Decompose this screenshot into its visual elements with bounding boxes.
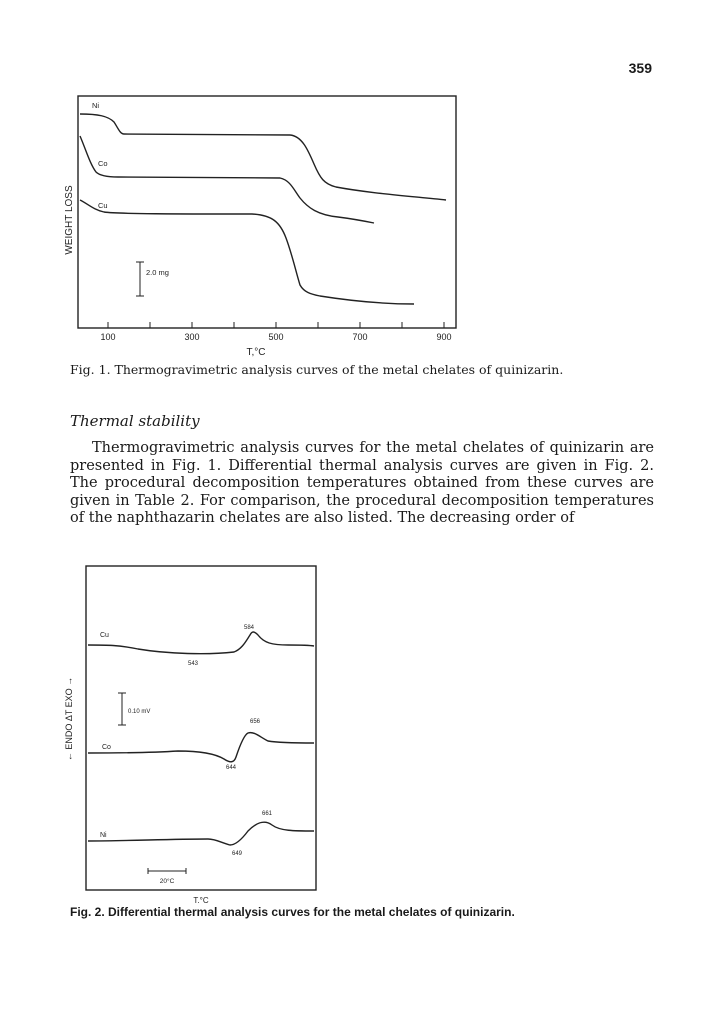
temperature-scale-label: 20°C [159, 878, 175, 885]
plot-frame [86, 566, 316, 890]
voltage-scale-bar [118, 693, 126, 725]
x-tick-label: 500 [268, 332, 284, 342]
peak-label-cu-endo: 543 [188, 661, 199, 667]
page-number: 359 [628, 60, 652, 76]
x-tick-label: 700 [352, 332, 368, 342]
series-label-co: Co [98, 159, 108, 168]
dta-figure [58, 563, 338, 903]
peak-label-co-exo: 656 [250, 719, 261, 725]
peak-label-co-endo: 644 [226, 765, 237, 771]
temperature-scale-bar [148, 868, 186, 874]
dta-curve-cu [88, 632, 314, 654]
figure-2-caption: Fig. 2. Differential thermal analysis curves for the metal chelates of quinizarin. [70, 905, 515, 919]
x-tick-label: 300 [184, 332, 200, 342]
mass-scale-bar [136, 262, 144, 296]
y-axis-label: ← ENDO ΔT EXO → [64, 676, 74, 762]
voltage-scale-label: 0.10 mV [128, 709, 151, 715]
series-label-ni: Ni [100, 832, 107, 839]
peak-label-cu-exo: 584 [244, 625, 255, 631]
series-label-cu: Cu [100, 632, 109, 639]
tga-figure [58, 92, 458, 360]
plot-frame [78, 96, 456, 328]
dta-curve-ni [88, 822, 314, 845]
section-heading: Thermal stability [70, 412, 200, 430]
x-tick-label: 900 [436, 332, 452, 342]
mass-scale-label: 2.0 mg [146, 268, 169, 277]
tga-curve-cu [80, 200, 414, 304]
dta-curve-co [88, 733, 314, 762]
x-axis-label: T,°C [193, 896, 209, 903]
series-label-cu: Cu [98, 201, 108, 210]
tga-curve-ni [80, 114, 446, 200]
figure-1-caption: Fig. 1. Thermogravimetric analysis curves of the metal chelates of quinizarin. [70, 362, 564, 377]
tga-curve-co [80, 136, 374, 223]
x-axis-label: T,°C [246, 347, 266, 358]
x-tick-label: 100 [100, 332, 116, 342]
peak-label-ni-endo: 649 [232, 851, 243, 857]
body-paragraph: Thermogravimetric analysis curves for the metal chelates of quinizarin are presented in Fig. 1. Differential thermal analysis curves are given in Fig. 2. The procedural decomposition temperatures obtained from these curves are given in Table 2. For comparison, the procedural decomposition temperatures of the naphthazarin chelates are also listed. The decreasing order of [70, 440, 654, 526]
series-label-ni: Ni [92, 101, 100, 110]
series-label-co: Co [102, 744, 111, 751]
x-ticks [108, 322, 444, 328]
y-axis-label: WEIGHT LOSS [64, 185, 75, 255]
peak-label-ni-exo: 661 [262, 811, 273, 817]
